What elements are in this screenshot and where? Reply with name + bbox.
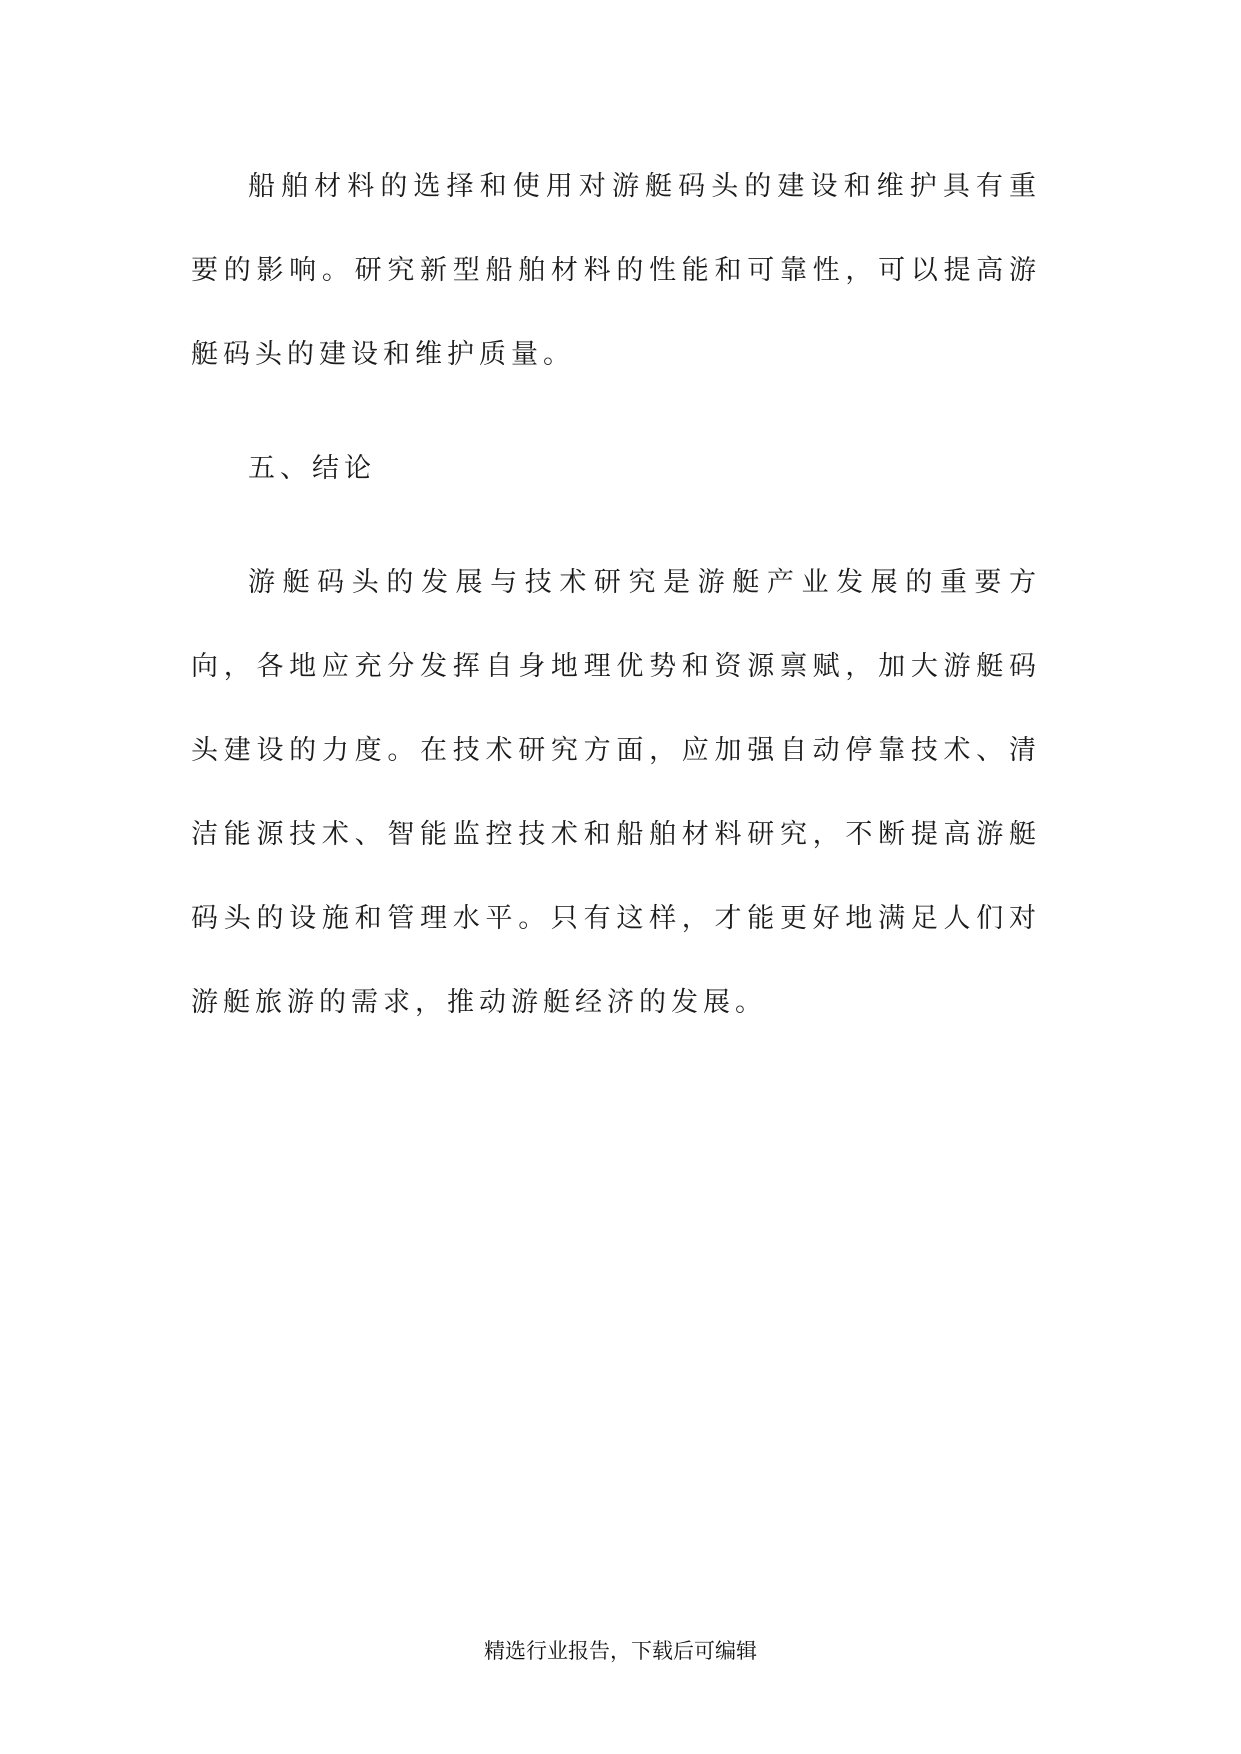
paragraph-conclusion: 游艇码头的发展与技术研究是游艇产业发展的重要方向，各地应充分发挥自身地理优势和资源禀赋，加大游艇码头建设的力度。在技术研究方面，应加强自动停靠技术、清洁能源技术、智能监控技术和船舶材料研究，不断提高游艇码头的设施和管理水平。只有这样，才能更好地满足人们对游艇旅游的需求，推动游艇经济的发展。	[191, 567, 1041, 1018]
document-body	[191, 145, 1041, 1045]
section-heading-conclusion: 五、结论	[248, 453, 376, 484]
paragraph-spacer	[191, 511, 1041, 541]
paragraph-spacer	[191, 397, 1041, 427]
paragraph-ship-materials: 船舶材料的选择和使用对游艇码头的建设和维护具有重要的影响。研究新型船舶材料的性能和可靠性，可以提高游艇码头的建设和维护质量。	[191, 171, 1041, 370]
page-footer: 精选行业报告，下载后可编辑	[484, 1639, 757, 1663]
